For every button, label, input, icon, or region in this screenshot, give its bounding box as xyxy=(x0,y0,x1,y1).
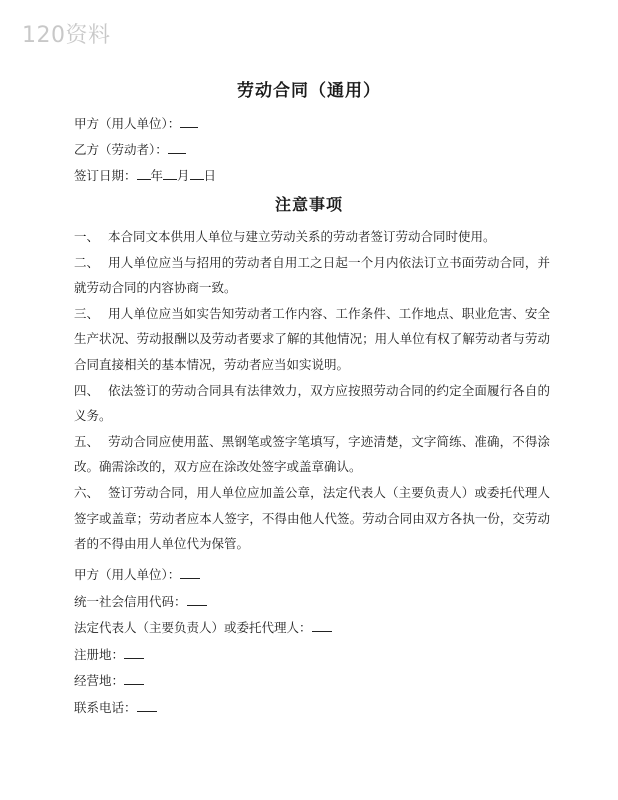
employer-unit-label: 甲方（用人单位）： xyxy=(74,567,181,582)
note-text: 依法签订的劳动合同具有法律效力，双方应按照劳动合同的约定全面履行各自的义务。 xyxy=(74,382,550,424)
year-blank xyxy=(137,167,151,180)
note-item xyxy=(74,224,550,250)
note-item xyxy=(74,301,550,378)
registered-address-label: 注册地： xyxy=(74,646,125,662)
party-b-label: 乙方（劳动者）： xyxy=(74,142,168,157)
signing-date-field xyxy=(74,166,216,184)
day-blank xyxy=(190,167,204,180)
year-label: 年 xyxy=(150,168,164,183)
credit-code-field xyxy=(74,589,332,616)
employer-unit-field xyxy=(74,562,332,589)
party-a-blank xyxy=(180,115,198,128)
note-text: 用人单位应当与招用的劳动者自用工之日起一个月内依法订立书面劳动合同，并就劳动合同的内容协商一致。 xyxy=(74,254,550,296)
note-text: 用人单位应当如实告知劳动者工作内容、工作条件、工作地点、职业危害、安全生产状况、劳动报酬以及劳动者要求了解的其他情况；用人单位有权了解劳动者与劳动合同直接相关的基本情况，劳动者应当如实说明。 xyxy=(74,305,550,372)
month-label: 月 xyxy=(177,168,190,183)
note-number: 六、 xyxy=(74,484,100,500)
party-a-field xyxy=(74,114,198,132)
phone-field xyxy=(74,695,332,722)
party-b-field xyxy=(74,140,186,158)
business-address-blank xyxy=(124,672,144,685)
registered-address-field xyxy=(74,642,332,669)
note-text: 签订劳动合同，用人单位应加盖公章，法定代表人（主要负责人）或委托代理人签字或盖章；劳动者应本人签字，不得由他人代签。劳动合同由双方各执一份，交劳动者的不得由用人单位代为保管。 xyxy=(74,484,550,552)
note-item xyxy=(74,378,550,429)
note-number: 一、 xyxy=(74,229,100,244)
phone-label: 联系电话： xyxy=(74,699,137,715)
note-number: 三、 xyxy=(74,305,100,321)
document-title: 劳动合同（通用） xyxy=(237,81,381,101)
credit-code-label: 统一社会信用代码： xyxy=(74,593,187,609)
employer-unit-blank xyxy=(180,566,200,579)
business-address-label: 经营地： xyxy=(74,673,125,688)
signing-date-label: 签订日期： xyxy=(74,168,137,183)
note-item xyxy=(74,480,550,557)
legal-rep-label: 法定代表人（主要负责人）或委托代理人： xyxy=(74,620,312,635)
month-blank xyxy=(163,167,177,180)
credit-code-blank xyxy=(187,593,207,606)
registered-address-blank xyxy=(124,646,144,659)
legal-rep-field xyxy=(74,615,332,642)
notes-list xyxy=(74,224,550,557)
note-number: 五、 xyxy=(74,433,100,449)
party-a-label: 甲方（用人单位）： xyxy=(74,116,181,131)
phone-blank xyxy=(137,699,157,712)
note-text: 劳动合同应使用蓝、黑钢笔或签字笔填写，字迹清楚，文字简练、准确，不得涂改。确需涂改的，双方应在涂改处签字或盖章确认。 xyxy=(74,433,550,475)
employer-info xyxy=(74,562,332,721)
day-label: 日 xyxy=(203,168,217,183)
notes-title: 注意事项 xyxy=(274,195,343,214)
business-address-field xyxy=(74,668,332,695)
note-number: 二、 xyxy=(74,254,100,270)
note-item xyxy=(74,250,550,301)
legal-rep-blank xyxy=(312,619,332,632)
party-b-blank xyxy=(168,141,186,154)
note-text: 本合同文本供用人单位与建立劳动关系的劳动者签订劳动合同时使用。 xyxy=(108,229,496,244)
note-number: 四、 xyxy=(74,382,100,398)
watermark: 120资料 xyxy=(22,23,111,48)
note-item xyxy=(74,429,550,480)
